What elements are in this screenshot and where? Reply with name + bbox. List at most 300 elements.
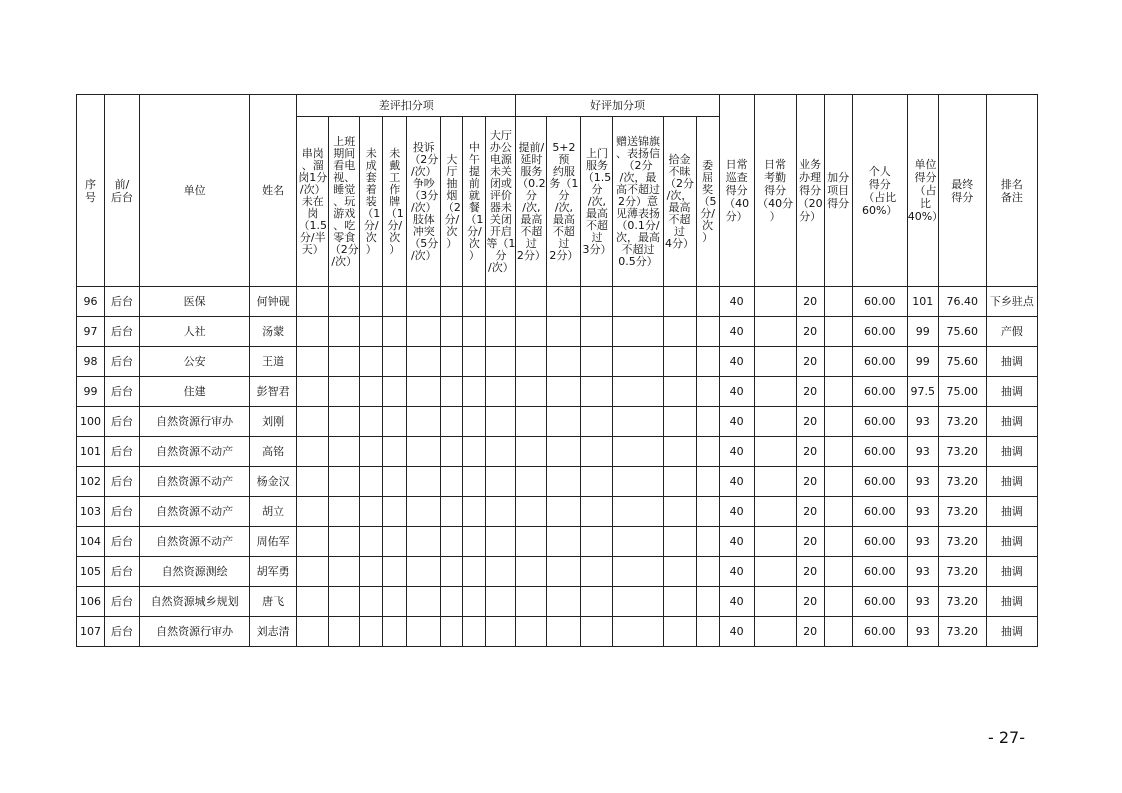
- cell-empty: [663, 587, 696, 617]
- cell-seq: 105: [77, 557, 105, 587]
- cell-business: 20: [796, 497, 824, 527]
- cell-attend: [754, 557, 796, 587]
- cell-empty: [547, 557, 581, 587]
- cell-patrol: 40: [719, 557, 754, 587]
- table-row: [77, 587, 1038, 617]
- cell-fb: 后台: [105, 437, 140, 467]
- cell-empty: [663, 287, 696, 317]
- cell-empty: [329, 407, 360, 437]
- cell-note: 抽调: [986, 497, 1037, 527]
- table-row: [77, 527, 1038, 557]
- cell-empty: [297, 557, 329, 587]
- cell-business: 20: [796, 287, 824, 317]
- cell-empty: [360, 467, 383, 497]
- cell-empty: [516, 287, 547, 317]
- cell-empty: [696, 287, 719, 317]
- cell-empty: [360, 317, 383, 347]
- cell-empty: [581, 587, 613, 617]
- cell-empty: [360, 497, 383, 527]
- cell-empty: [613, 467, 663, 497]
- header-group-row: [77, 95, 1038, 117]
- business-header: 业务 办理 得分 （20 分）: [796, 95, 824, 287]
- cell-note: 抽调: [986, 557, 1037, 587]
- cell-final: 75.00: [938, 377, 986, 407]
- cell-empty: [581, 317, 613, 347]
- cell-empty: [297, 497, 329, 527]
- cell-attend: [754, 347, 796, 377]
- cell-unit-score: 99: [907, 347, 938, 377]
- cell-unit-score: 93: [907, 407, 938, 437]
- cell-empty: [297, 437, 329, 467]
- cell-empty: [613, 317, 663, 347]
- cell-empty: [383, 557, 407, 587]
- cell-empty: [613, 377, 663, 407]
- cell-empty: [696, 617, 719, 647]
- cell-name: 王道: [250, 347, 297, 377]
- cell-bonus: [824, 437, 852, 467]
- cell-empty: [486, 437, 516, 467]
- cell-fb: 后台: [105, 407, 140, 437]
- cell-note: 抽调: [986, 467, 1037, 497]
- cell-empty: [581, 557, 613, 587]
- cell-empty: [383, 617, 407, 647]
- cell-empty: [581, 407, 613, 437]
- table-row: [77, 347, 1038, 377]
- cell-empty: [696, 437, 719, 467]
- cell-bonus: [824, 587, 852, 617]
- cell-empty: [407, 467, 441, 497]
- cell-personal: 60.00: [852, 317, 907, 347]
- cell-fb: 后台: [105, 497, 140, 527]
- cell-unit: 自然资源不动产: [140, 437, 250, 467]
- cell-bonus: [824, 467, 852, 497]
- cell-patrol: 40: [719, 437, 754, 467]
- cell-name: 彭智君: [250, 377, 297, 407]
- cell-empty: [407, 437, 441, 467]
- cell-empty: [329, 617, 360, 647]
- cell-empty: [613, 587, 663, 617]
- cell-empty: [486, 377, 516, 407]
- cell-empty: [407, 317, 441, 347]
- cell-empty: [486, 467, 516, 497]
- cell-empty: [696, 377, 719, 407]
- cell-attend: [754, 467, 796, 497]
- bonus-group-header: 好评加分项: [516, 95, 719, 117]
- personal-score-header: 个人 得分 （占比 60%）: [852, 95, 907, 287]
- cell-empty: [547, 617, 581, 647]
- deduct-group-header: 差评扣分项: [297, 95, 516, 117]
- cell-seq: 106: [77, 587, 105, 617]
- cell-fb: 后台: [105, 377, 140, 407]
- cell-final: 75.60: [938, 317, 986, 347]
- cell-empty: [441, 317, 463, 347]
- cell-empty: [383, 497, 407, 527]
- cell-business: 20: [796, 557, 824, 587]
- deduct-col-header: 上班 期间 看电 视、 睡觉 、玩 游戏 、吃 零食 （2分 /次）: [329, 117, 360, 287]
- cell-empty: [360, 557, 383, 587]
- cell-fb: 后台: [105, 587, 140, 617]
- cell-final: 73.20: [938, 617, 986, 647]
- cell-empty: [547, 377, 581, 407]
- cell-empty: [360, 377, 383, 407]
- cell-unit-score: 93: [907, 557, 938, 587]
- cell-empty: [407, 407, 441, 437]
- deduct-col-header: 中 午 提 前 就 餐 （1 分/ 次 ）: [463, 117, 486, 287]
- cell-business: 20: [796, 377, 824, 407]
- cell-empty: [383, 467, 407, 497]
- cell-patrol: 40: [719, 587, 754, 617]
- cell-final: 76.40: [938, 287, 986, 317]
- cell-empty: [383, 287, 407, 317]
- cell-empty: [463, 407, 486, 437]
- cell-final: 73.20: [938, 407, 986, 437]
- cell-attend: [754, 377, 796, 407]
- cell-unit: 自然资源不动产: [140, 527, 250, 557]
- bonus-col-header: 委 屈 奖 （5 分/ 次 ）: [696, 117, 719, 287]
- cell-empty: [613, 557, 663, 587]
- bonus-col-header: 赠送锦旗 、表扬信 （2分 /次，最 高不超过 2分）意 见薄表扬 （0.1分/ 次，最高 不超过 0.5分）: [613, 117, 663, 287]
- cell-empty: [486, 527, 516, 557]
- cell-empty: [329, 467, 360, 497]
- cell-unit-score: 93: [907, 587, 938, 617]
- cell-empty: [486, 587, 516, 617]
- cell-empty: [441, 437, 463, 467]
- cell-patrol: 40: [719, 527, 754, 557]
- table-row: [77, 467, 1038, 497]
- cell-empty: [613, 497, 663, 527]
- cell-personal: 60.00: [852, 497, 907, 527]
- cell-empty: [441, 497, 463, 527]
- cell-empty: [329, 557, 360, 587]
- cell-final: 73.20: [938, 497, 986, 527]
- cell-empty: [613, 287, 663, 317]
- cell-empty: [360, 407, 383, 437]
- cell-patrol: 40: [719, 407, 754, 437]
- cell-empty: [696, 407, 719, 437]
- cell-unit: 公安: [140, 347, 250, 377]
- cell-personal: 60.00: [852, 557, 907, 587]
- cell-fb: 后台: [105, 467, 140, 497]
- cell-empty: [547, 437, 581, 467]
- cell-empty: [663, 347, 696, 377]
- deduct-col-header: 大厅 办公 电源 未关 闭或 评价 器未 关闭 开启 等（1 分 /次）: [486, 117, 516, 287]
- cell-unit-score: 99: [907, 317, 938, 347]
- cell-patrol: 40: [719, 287, 754, 317]
- cell-empty: [516, 347, 547, 377]
- cell-attend: [754, 287, 796, 317]
- cell-empty: [613, 437, 663, 467]
- daily-attendance-header: 日常 考勤 得分 （40分 ）: [754, 95, 796, 287]
- cell-attend: [754, 407, 796, 437]
- front-back-header: 前/ 后台: [105, 95, 140, 287]
- cell-seq: 102: [77, 467, 105, 497]
- table-row: [77, 617, 1038, 647]
- cell-fb: 后台: [105, 557, 140, 587]
- cell-fb: 后台: [105, 287, 140, 317]
- bonus-col-header: 上门 服务 （1.5 分 /次, 最高 不超 过 3分）: [581, 117, 613, 287]
- cell-empty: [463, 467, 486, 497]
- cell-unit-score: 93: [907, 467, 938, 497]
- cell-attend: [754, 497, 796, 527]
- cell-personal: 60.00: [852, 527, 907, 557]
- table-row: [77, 407, 1038, 437]
- cell-empty: [516, 317, 547, 347]
- cell-unit: 自然资源不动产: [140, 497, 250, 527]
- cell-empty: [547, 497, 581, 527]
- cell-empty: [613, 407, 663, 437]
- cell-business: 20: [796, 617, 824, 647]
- cell-empty: [463, 497, 486, 527]
- cell-empty: [547, 407, 581, 437]
- table-row: [77, 317, 1038, 347]
- cell-unit-score: 97.5: [907, 377, 938, 407]
- cell-empty: [516, 467, 547, 497]
- cell-personal: 60.00: [852, 617, 907, 647]
- cell-business: 20: [796, 437, 824, 467]
- cell-empty: [663, 377, 696, 407]
- cell-empty: [663, 617, 696, 647]
- cell-seq: 96: [77, 287, 105, 317]
- bonus-col-header: 拾金 不昧 （2分 /次， 最高 不超 过 4分）: [663, 117, 696, 287]
- cell-empty: [463, 557, 486, 587]
- cell-name: 胡军勇: [250, 557, 297, 587]
- cell-name: 唐飞: [250, 587, 297, 617]
- cell-empty: [613, 527, 663, 557]
- table-row: [77, 287, 1038, 317]
- cell-seq: 107: [77, 617, 105, 647]
- cell-patrol: 40: [719, 377, 754, 407]
- cell-empty: [407, 287, 441, 317]
- cell-business: 20: [796, 407, 824, 437]
- cell-name: 刘志清: [250, 617, 297, 647]
- cell-bonus: [824, 317, 852, 347]
- cell-note: 抽调: [986, 527, 1037, 557]
- cell-empty: [360, 527, 383, 557]
- cell-empty: [441, 587, 463, 617]
- cell-business: 20: [796, 527, 824, 557]
- cell-empty: [581, 377, 613, 407]
- cell-personal: 60.00: [852, 287, 907, 317]
- cell-empty: [663, 557, 696, 587]
- cell-empty: [383, 587, 407, 617]
- cell-empty: [516, 557, 547, 587]
- cell-empty: [696, 497, 719, 527]
- cell-empty: [581, 287, 613, 317]
- cell-empty: [329, 497, 360, 527]
- cell-name: 何钟砚: [250, 287, 297, 317]
- cell-empty: [696, 557, 719, 587]
- cell-patrol: 40: [719, 467, 754, 497]
- cell-empty: [360, 587, 383, 617]
- cell-unit: 医保: [140, 287, 250, 317]
- cell-bonus: [824, 617, 852, 647]
- cell-business: 20: [796, 317, 824, 347]
- cell-fb: 后台: [105, 527, 140, 557]
- cell-empty: [696, 527, 719, 557]
- cell-note: 产假: [986, 317, 1037, 347]
- cell-patrol: 40: [719, 617, 754, 647]
- cell-name: 刘刚: [250, 407, 297, 437]
- cell-empty: [547, 287, 581, 317]
- cell-empty: [547, 467, 581, 497]
- cell-empty: [329, 317, 360, 347]
- cell-empty: [297, 467, 329, 497]
- cell-empty: [383, 347, 407, 377]
- cell-empty: [463, 587, 486, 617]
- cell-bonus: [824, 497, 852, 527]
- cell-empty: [463, 377, 486, 407]
- bonus-item-header: 加分 项目 得分: [824, 95, 852, 287]
- cell-personal: 60.00: [852, 407, 907, 437]
- cell-empty: [407, 347, 441, 377]
- cell-final: 73.20: [938, 527, 986, 557]
- bonus-col-header: 提前/ 延时 服务 （0.2 分 /次, 最高 不超 过 2分）: [516, 117, 547, 287]
- cell-note: 抽调: [986, 407, 1037, 437]
- cell-empty: [383, 317, 407, 347]
- cell-empty: [407, 497, 441, 527]
- cell-name: 胡立: [250, 497, 297, 527]
- cell-empty: [463, 347, 486, 377]
- cell-name: 杨金汉: [250, 467, 297, 497]
- cell-empty: [441, 557, 463, 587]
- cell-empty: [441, 467, 463, 497]
- cell-empty: [486, 287, 516, 317]
- cell-empty: [581, 527, 613, 557]
- cell-fb: 后台: [105, 347, 140, 377]
- cell-empty: [696, 347, 719, 377]
- table-body: [77, 287, 1038, 647]
- cell-seq: 99: [77, 377, 105, 407]
- cell-unit: 自然资源测绘: [140, 557, 250, 587]
- cell-empty: [297, 527, 329, 557]
- cell-empty: [463, 317, 486, 347]
- bonus-col-header: 5+2预 约服 务（1 分 /次, 最高 不超 过 2分）: [547, 117, 581, 287]
- cell-empty: [486, 317, 516, 347]
- cell-empty: [696, 317, 719, 347]
- cell-empty: [441, 527, 463, 557]
- cell-empty: [297, 377, 329, 407]
- cell-unit-score: 93: [907, 617, 938, 647]
- seq-header: 序 号: [77, 95, 105, 287]
- cell-seq: 103: [77, 497, 105, 527]
- cell-empty: [441, 287, 463, 317]
- cell-empty: [581, 437, 613, 467]
- cell-empty: [463, 527, 486, 557]
- table-row: [77, 437, 1038, 467]
- cell-name: 周佑军: [250, 527, 297, 557]
- cell-patrol: 40: [719, 497, 754, 527]
- cell-empty: [297, 407, 329, 437]
- cell-empty: [547, 587, 581, 617]
- cell-empty: [696, 587, 719, 617]
- cell-empty: [297, 617, 329, 647]
- cell-empty: [516, 407, 547, 437]
- cell-empty: [581, 467, 613, 497]
- cell-empty: [663, 437, 696, 467]
- cell-business: 20: [796, 347, 824, 377]
- cell-empty: [383, 377, 407, 407]
- cell-empty: [581, 347, 613, 377]
- cell-empty: [613, 617, 663, 647]
- cell-empty: [360, 347, 383, 377]
- cell-personal: 60.00: [852, 377, 907, 407]
- cell-attend: [754, 527, 796, 557]
- deduct-col-header: 未 成 套 着 装 （1 分/ 次 ）: [360, 117, 383, 287]
- cell-empty: [516, 497, 547, 527]
- page-number: - 27-: [988, 728, 1025, 747]
- cell-unit: 人社: [140, 317, 250, 347]
- cell-empty: [463, 437, 486, 467]
- cell-business: 20: [796, 587, 824, 617]
- cell-bonus: [824, 377, 852, 407]
- cell-patrol: 40: [719, 347, 754, 377]
- cell-empty: [463, 287, 486, 317]
- cell-seq: 98: [77, 347, 105, 377]
- cell-bonus: [824, 287, 852, 317]
- cell-empty: [297, 317, 329, 347]
- cell-unit: 自然资源不动产: [140, 467, 250, 497]
- cell-note: 抽调: [986, 347, 1037, 377]
- cell-empty: [463, 617, 486, 647]
- cell-unit: 住建: [140, 377, 250, 407]
- cell-seq: 100: [77, 407, 105, 437]
- cell-unit: 自然资源行审办: [140, 617, 250, 647]
- cell-attend: [754, 617, 796, 647]
- cell-bonus: [824, 407, 852, 437]
- cell-empty: [297, 287, 329, 317]
- cell-empty: [407, 587, 441, 617]
- cell-note: 下乡驻点: [986, 287, 1037, 317]
- cell-empty: [360, 617, 383, 647]
- cell-empty: [297, 347, 329, 377]
- cell-note: 抽调: [986, 377, 1037, 407]
- cell-seq: 104: [77, 527, 105, 557]
- deduct-col-header: 未 戴 工 作 牌 （1 分/ 次 ）: [383, 117, 407, 287]
- cell-empty: [329, 587, 360, 617]
- cell-personal: 60.00: [852, 467, 907, 497]
- cell-note: 抽调: [986, 617, 1037, 647]
- cell-empty: [407, 377, 441, 407]
- cell-attend: [754, 587, 796, 617]
- score-table: [76, 94, 1038, 647]
- cell-note: 抽调: [986, 437, 1037, 467]
- cell-empty: [486, 557, 516, 587]
- daily-patrol-header: 日常 巡查 得分 （40 分）: [719, 95, 754, 287]
- cell-empty: [663, 407, 696, 437]
- cell-empty: [486, 617, 516, 647]
- name-header: 姓名: [250, 95, 297, 287]
- deduct-col-header: 串岗 、溜 岗1分 /次） 未在 岗 （1.5 分/半 天）: [297, 117, 329, 287]
- cell-empty: [383, 407, 407, 437]
- cell-empty: [516, 437, 547, 467]
- cell-name: 高铭: [250, 437, 297, 467]
- cell-empty: [441, 617, 463, 647]
- cell-personal: 60.00: [852, 587, 907, 617]
- cell-attend: [754, 437, 796, 467]
- cell-fb: 后台: [105, 617, 140, 647]
- deduct-col-header: 大 厅 抽 烟 （2 分/ 次 ）: [441, 117, 463, 287]
- cell-empty: [516, 527, 547, 557]
- cell-empty: [486, 407, 516, 437]
- cell-empty: [383, 437, 407, 467]
- cell-bonus: [824, 347, 852, 377]
- cell-seq: 97: [77, 317, 105, 347]
- cell-name: 汤蒙: [250, 317, 297, 347]
- cell-patrol: 40: [719, 317, 754, 347]
- cell-empty: [329, 437, 360, 467]
- rank-note-header: 排名 备注: [986, 95, 1037, 287]
- cell-final: 75.60: [938, 347, 986, 377]
